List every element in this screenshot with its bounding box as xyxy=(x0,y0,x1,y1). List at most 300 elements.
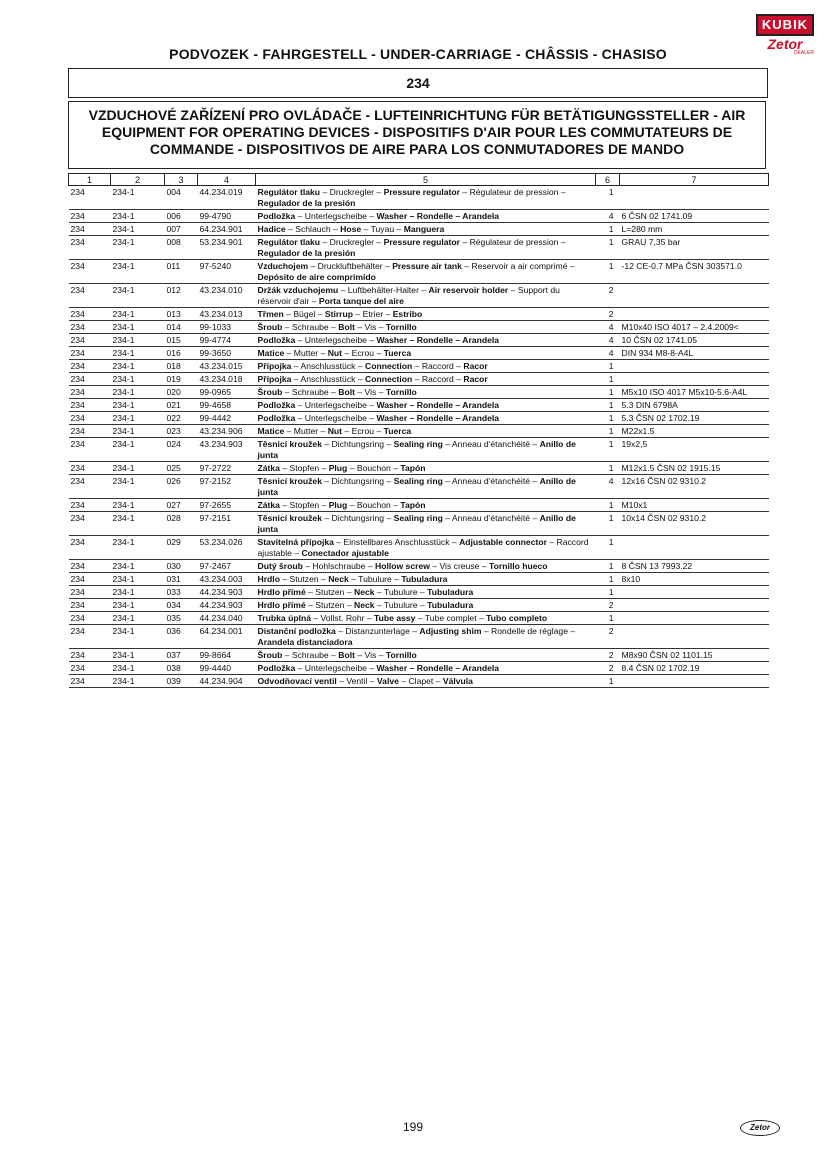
table-row xyxy=(69,425,769,438)
cell-part-number: 43.234.003 xyxy=(198,573,256,586)
desc-en: Pressure regulator xyxy=(383,237,461,247)
cell-description xyxy=(256,186,596,210)
table-row xyxy=(69,386,769,399)
page-number: 199 xyxy=(402,1120,424,1134)
group-number-box xyxy=(68,68,768,98)
cell-note xyxy=(620,186,769,210)
cell-part-number: 99-1033 xyxy=(198,321,256,334)
cell-figure: 234-1 xyxy=(111,334,165,347)
desc-en: Washer – Rondelle – Arandela xyxy=(376,413,500,423)
cell-description xyxy=(256,373,596,386)
desc-fr: – Régulateur de pression – xyxy=(460,237,566,247)
cell-quantity: 1 xyxy=(596,536,620,560)
cell-group: 234 xyxy=(69,308,111,321)
desc-en: Pressure air tank xyxy=(392,261,462,271)
cell-quantity: 2 xyxy=(596,649,620,662)
cell-note: DIN 934 M8-8-A4L xyxy=(620,347,769,360)
cell-quantity: 2 xyxy=(596,599,620,612)
cell-quantity: 1 xyxy=(596,438,620,462)
desc-es: Tubo completo xyxy=(486,613,548,623)
desc-de: – Hohlschraube – xyxy=(302,561,375,571)
table-row xyxy=(69,499,769,512)
cell-quantity: 1 xyxy=(596,612,620,625)
cell-figure: 234-1 xyxy=(111,425,165,438)
cell-note xyxy=(620,586,769,599)
table-row xyxy=(69,308,769,321)
desc-fr: – Tubulure – xyxy=(374,600,428,610)
desc-en: Washer – Rondelle – Arandela xyxy=(376,211,500,221)
cell-group: 234 xyxy=(69,284,111,308)
cell-note: M12x1.5 ČSN 02 1915.15 xyxy=(620,462,769,475)
cell-description xyxy=(256,347,596,360)
cell-position: 011 xyxy=(165,260,198,284)
desc-en: Valve xyxy=(376,676,399,686)
desc-en: Tube assy xyxy=(374,613,416,623)
cell-note xyxy=(620,373,769,386)
desc-es: Racor xyxy=(463,361,488,371)
desc-es: Tapón xyxy=(400,500,426,510)
cell-description xyxy=(256,573,596,586)
desc-cz: Dutý šroub xyxy=(257,561,303,571)
cell-position: 019 xyxy=(165,373,198,386)
cell-group: 234 xyxy=(69,675,111,688)
desc-en: Neck xyxy=(354,587,375,597)
desc-fr: – Régulateur de pression – xyxy=(460,187,566,197)
cell-position: 013 xyxy=(165,308,198,321)
cell-note xyxy=(620,612,769,625)
desc-de: – Schraube – xyxy=(282,387,339,397)
desc-en: Nut xyxy=(327,348,343,358)
desc-es: Tapón xyxy=(400,463,426,473)
cell-position: 033 xyxy=(165,586,198,599)
cell-position: 039 xyxy=(165,675,198,688)
cell-note xyxy=(620,308,769,321)
cell-group: 234 xyxy=(69,499,111,512)
desc-en: Hollow screw xyxy=(375,561,430,571)
cell-group: 234 xyxy=(69,210,111,223)
desc-cz: Matice xyxy=(257,348,285,358)
section-title-line-2: EQUIPMENT FOR OPERATING DEVICES - DISPOSITIFS D'AIR POUR LES COMMUTATEURS DE xyxy=(101,124,733,140)
desc-cz: Šroub xyxy=(257,387,283,397)
cell-note xyxy=(620,599,769,612)
desc-en: Plug xyxy=(328,463,348,473)
cell-figure: 234-1 xyxy=(111,499,165,512)
desc-cz: Stavitelná přípojka xyxy=(257,537,334,547)
desc-fr: – Vis – xyxy=(354,322,386,332)
cell-position: 034 xyxy=(165,599,198,612)
cell-position: 022 xyxy=(165,412,198,425)
cell-quantity: 1 xyxy=(596,573,620,586)
desc-de: – Mutter – xyxy=(284,348,328,358)
cell-quantity: 1 xyxy=(596,360,620,373)
desc-cz: Hrdlo přímé xyxy=(257,600,306,610)
table-row xyxy=(69,675,769,688)
cell-part-number: 43.234.018 xyxy=(198,373,256,386)
cell-part-number: 43.234.013 xyxy=(198,308,256,321)
cell-group: 234 xyxy=(69,462,111,475)
cell-group: 234 xyxy=(69,586,111,599)
desc-fr: – Raccord – xyxy=(412,374,464,384)
desc-es: Tuerca xyxy=(383,348,412,358)
cell-position: 014 xyxy=(165,321,198,334)
cell-position: 012 xyxy=(165,284,198,308)
cell-group: 234 xyxy=(69,649,111,662)
cell-description xyxy=(256,649,596,662)
cell-description xyxy=(256,499,596,512)
cell-part-number: 43.234.903 xyxy=(198,438,256,462)
desc-en: Air reservoir holder xyxy=(428,285,509,295)
cell-position: 035 xyxy=(165,612,198,625)
cell-group: 234 xyxy=(69,599,111,612)
cell-note: M8x90 ČSN 02 1101.15 xyxy=(620,649,769,662)
cell-description xyxy=(256,260,596,284)
desc-cz: Matice xyxy=(257,426,285,436)
desc-de: – Dichtungsring – xyxy=(321,439,394,449)
cell-position: 026 xyxy=(165,475,198,499)
desc-es: Válvula xyxy=(442,676,473,686)
cell-part-number: 64.234.901 xyxy=(198,223,256,236)
cell-description xyxy=(256,612,596,625)
desc-en: Nut xyxy=(327,426,343,436)
cell-position: 025 xyxy=(165,462,198,475)
desc-cz: Odvodňovací ventil xyxy=(257,676,337,686)
cell-part-number: 99-4790 xyxy=(198,210,256,223)
cell-note: L=280 mm xyxy=(620,223,769,236)
desc-de: – Druckregler – xyxy=(320,237,384,247)
cell-description xyxy=(256,462,596,475)
desc-cz: Podložka xyxy=(257,400,296,410)
cell-figure: 234-1 xyxy=(111,373,165,386)
desc-en: Bolt xyxy=(338,650,355,660)
desc-es: Arandela distanciadora xyxy=(257,637,353,647)
cell-note: 8 ČSN 13 7993.22 xyxy=(620,560,769,573)
cell-figure: 234-1 xyxy=(111,284,165,308)
section-title-box xyxy=(68,101,766,169)
desc-de: – Vollst. Rohr – xyxy=(310,613,375,623)
desc-fr: – Rondelle de réglage – xyxy=(481,626,576,636)
desc-cz: Regulátor tlaku xyxy=(257,187,321,197)
cell-group: 234 xyxy=(69,321,111,334)
cell-description xyxy=(256,599,596,612)
desc-de: – Unterlegscheibe – xyxy=(295,335,377,345)
desc-en: Hose xyxy=(340,224,362,234)
desc-de: – Druckregler – xyxy=(320,187,384,197)
cell-quantity: 4 xyxy=(596,210,620,223)
desc-en: Sealing ring xyxy=(393,513,443,523)
cell-position: 007 xyxy=(165,223,198,236)
cell-quantity: 1 xyxy=(596,386,620,399)
cell-position: 037 xyxy=(165,649,198,662)
desc-de: – Unterlegscheibe – xyxy=(295,211,377,221)
desc-de: – Stutzen – xyxy=(305,600,354,610)
cell-figure: 234-1 xyxy=(111,399,165,412)
desc-cz: Zátka xyxy=(257,463,280,473)
cell-note xyxy=(620,625,769,649)
cell-figure: 234-1 xyxy=(111,675,165,688)
desc-en: Connection xyxy=(365,361,413,371)
desc-es: Regulador de la presión xyxy=(257,198,356,208)
cell-quantity: 1 xyxy=(596,462,620,475)
logo-dealer-text: DEALER xyxy=(793,50,814,56)
table-row xyxy=(69,412,769,425)
table-row xyxy=(69,662,769,675)
cell-part-number: 53.234.026 xyxy=(198,536,256,560)
cell-figure: 234-1 xyxy=(111,586,165,599)
cell-position: 008 xyxy=(165,236,198,260)
cell-part-number: 99-0965 xyxy=(198,386,256,399)
logo-kubik-text: KUBIK xyxy=(756,14,814,36)
desc-es: Anillo de junta xyxy=(257,476,576,497)
desc-cz: Těsnicí kroužek xyxy=(257,476,322,486)
desc-de: – Stopfen – xyxy=(279,500,329,510)
cell-quantity: 4 xyxy=(596,321,620,334)
table-row xyxy=(69,236,769,260)
cell-quantity: 1 xyxy=(596,399,620,412)
desc-fr: – Etrier – xyxy=(353,309,393,319)
cell-quantity: 1 xyxy=(596,186,620,210)
cell-part-number: 44.234.904 xyxy=(198,675,256,688)
cell-note: M5x10 ISO 4017 M5x10-5.6-A4L xyxy=(620,386,769,399)
desc-de: – Schraube – xyxy=(282,650,339,660)
cell-note: 5.3 DIN 6798A xyxy=(620,399,769,412)
cell-position: 028 xyxy=(165,512,198,536)
cell-figure: 234-1 xyxy=(111,462,165,475)
desc-cz: Trubka úplná xyxy=(257,613,311,623)
desc-es: Tornillo hueco xyxy=(489,561,548,571)
desc-de: – Mutter – xyxy=(284,426,328,436)
cell-group: 234 xyxy=(69,662,111,675)
cell-group: 234 xyxy=(69,236,111,260)
desc-en: Connection xyxy=(365,374,413,384)
desc-de: – Luftbehälter-Halter – xyxy=(338,285,429,295)
cell-figure: 234-1 xyxy=(111,599,165,612)
cell-note: 6 ČSN 02 1741.09 xyxy=(620,210,769,223)
table-row xyxy=(69,438,769,462)
desc-en: Bolt xyxy=(338,322,355,332)
cell-part-number: 97-5240 xyxy=(198,260,256,284)
desc-fr: – Anneau d'étanchéité – xyxy=(442,476,540,486)
cell-part-number: 53.234.901 xyxy=(198,236,256,260)
desc-cz: Hrdlo přímé xyxy=(257,587,306,597)
desc-cz: Těsnicí kroužek xyxy=(257,439,322,449)
cell-group: 234 xyxy=(69,560,111,573)
cell-note: 10 ČSN 02 1741.05 xyxy=(620,334,769,347)
cell-description xyxy=(256,560,596,573)
cell-group: 234 xyxy=(69,412,111,425)
desc-fr: – Bouchon – xyxy=(347,500,401,510)
cell-figure: 234-1 xyxy=(111,260,165,284)
cell-quantity: 1 xyxy=(596,586,620,599)
cell-position: 038 xyxy=(165,662,198,675)
desc-cz: Přípojka xyxy=(257,361,292,371)
table-row xyxy=(69,649,769,662)
desc-de: – Bügel – xyxy=(283,309,325,319)
desc-fr: – Clapet – xyxy=(398,676,443,686)
cell-position: 020 xyxy=(165,386,198,399)
desc-es: Tubuladura xyxy=(427,600,474,610)
cell-figure: 234-1 xyxy=(111,475,165,499)
desc-de: – Unterlegscheibe – xyxy=(295,413,377,423)
cell-group: 234 xyxy=(69,334,111,347)
cell-group: 234 xyxy=(69,536,111,560)
cell-part-number: 44.234.040 xyxy=(198,612,256,625)
desc-fr: – Tubulure – xyxy=(374,587,428,597)
desc-es: Racor xyxy=(463,374,488,384)
table-row xyxy=(69,347,769,360)
desc-fr: – Reservoir a air comprimé – xyxy=(461,261,575,271)
desc-es: Tubuladura xyxy=(401,574,448,584)
table-row xyxy=(69,586,769,599)
cell-part-number: 44.234.019 xyxy=(198,186,256,210)
table-row xyxy=(69,475,769,499)
logo-zetor-text: Zetor xyxy=(767,36,803,52)
table-row xyxy=(69,536,769,560)
cell-group: 234 xyxy=(69,573,111,586)
cell-part-number: 44.234.903 xyxy=(198,586,256,599)
desc-en: Washer – Rondelle – Arandela xyxy=(376,335,500,345)
table-row xyxy=(69,599,769,612)
desc-es: Estribo xyxy=(392,309,423,319)
table-row xyxy=(69,223,769,236)
cell-part-number: 44.234.903 xyxy=(198,599,256,612)
desc-en: Neck xyxy=(328,574,349,584)
section-title-line-3: COMMANDE - DISPOSITIVOS DE AIRE PARA LOS CONMUTADORES DE MANDO xyxy=(149,141,685,157)
desc-de: – Anschlusstück – xyxy=(291,361,365,371)
cell-description xyxy=(256,412,596,425)
cell-group: 234 xyxy=(69,438,111,462)
cell-note: 10x14 ČSN 02 9310.2 xyxy=(620,512,769,536)
cell-part-number: 97-2655 xyxy=(198,499,256,512)
column-header: 2 xyxy=(111,174,165,186)
desc-de: – Ventil – xyxy=(336,676,377,686)
cell-note: 5.3 ČSN 02 1702.19 xyxy=(620,412,769,425)
cell-part-number: 43.234.906 xyxy=(198,425,256,438)
cell-note: M22x1.5 xyxy=(620,425,769,438)
cell-part-number: 99-8664 xyxy=(198,649,256,662)
desc-cz: Distanční podložka xyxy=(257,626,336,636)
cell-description xyxy=(256,386,596,399)
desc-es: Manguera xyxy=(403,224,445,234)
parts-table xyxy=(68,173,769,688)
table-row xyxy=(69,373,769,386)
cell-position: 024 xyxy=(165,438,198,462)
desc-en: Washer – Rondelle – Arandela xyxy=(376,663,500,673)
cell-description xyxy=(256,625,596,649)
desc-de: – Unterlegscheibe – xyxy=(295,400,377,410)
cell-quantity: 4 xyxy=(596,475,620,499)
desc-en: Adjustable connector xyxy=(459,537,547,547)
desc-fr: – Raccord ajustable – xyxy=(257,537,589,558)
desc-es: Depósito de aire comprimido xyxy=(257,272,376,282)
cell-part-number: 99-3650 xyxy=(198,347,256,360)
desc-es: Conectador ajustable xyxy=(301,548,389,558)
cell-figure: 234-1 xyxy=(111,662,165,675)
cell-quantity: 2 xyxy=(596,662,620,675)
table-row xyxy=(69,560,769,573)
cell-figure: 234-1 xyxy=(111,347,165,360)
desc-de: – Stutzen – xyxy=(279,574,329,584)
cell-note: -12 CE-0.7 MPa ČSN 303571.0 xyxy=(620,260,769,284)
desc-en: Stirrup xyxy=(324,309,354,319)
cell-position: 021 xyxy=(165,399,198,412)
cell-position: 023 xyxy=(165,425,198,438)
cell-figure: 234-1 xyxy=(111,536,165,560)
cell-group: 234 xyxy=(69,625,111,649)
page-header-title: PODVOZEK - FAHRGESTELL - UNDER-CARRIAGE - CHÂSSIS - CHASISO xyxy=(169,46,667,62)
table-row xyxy=(69,284,769,308)
cell-figure: 234-1 xyxy=(111,210,165,223)
desc-cz: Podložka xyxy=(257,663,296,673)
desc-cz: Podložka xyxy=(257,211,296,221)
cell-figure: 234-1 xyxy=(111,438,165,462)
desc-fr: – Vis – xyxy=(354,650,386,660)
cell-figure: 234-1 xyxy=(111,386,165,399)
cell-figure: 234-1 xyxy=(111,236,165,260)
cell-note: GRAU 7,35 bar xyxy=(620,236,769,260)
desc-es: Tornillo xyxy=(385,650,417,660)
cell-quantity: 1 xyxy=(596,560,620,573)
column-header: 1 xyxy=(69,174,111,186)
desc-fr: – Vis – xyxy=(354,387,386,397)
cell-quantity: 1 xyxy=(596,236,620,260)
cell-quantity: 1 xyxy=(596,373,620,386)
cell-figure: 234-1 xyxy=(111,625,165,649)
cell-description xyxy=(256,223,596,236)
desc-de: – Schlauch – xyxy=(285,224,341,234)
desc-cz: Šroub xyxy=(257,322,283,332)
desc-en: Washer – Rondelle – Arandela xyxy=(376,400,500,410)
table-row xyxy=(69,321,769,334)
desc-fr: – Bouchon – xyxy=(347,463,401,473)
cell-quantity: 1 xyxy=(596,675,620,688)
desc-en: Bolt xyxy=(338,387,355,397)
cell-description xyxy=(256,399,596,412)
cell-position: 036 xyxy=(165,625,198,649)
desc-en: Plug xyxy=(328,500,348,510)
cell-note: 12x16 ČSN 02 9310.2 xyxy=(620,475,769,499)
table-row xyxy=(69,210,769,223)
desc-de: – Schraube – xyxy=(282,322,339,332)
desc-cz: Šroub xyxy=(257,650,283,660)
cell-quantity: 1 xyxy=(596,512,620,536)
cell-figure: 234-1 xyxy=(111,186,165,210)
cell-part-number: 99-4442 xyxy=(198,412,256,425)
desc-en: Neck xyxy=(354,600,375,610)
cell-description xyxy=(256,675,596,688)
cell-description xyxy=(256,321,596,334)
cell-description xyxy=(256,308,596,321)
cell-note: 19x2,5 xyxy=(620,438,769,462)
column-header: 7 xyxy=(620,174,769,186)
cell-figure: 234-1 xyxy=(111,560,165,573)
cell-description xyxy=(256,512,596,536)
cell-description xyxy=(256,334,596,347)
desc-de: – Dichtungsring – xyxy=(321,476,394,486)
cell-quantity: 1 xyxy=(596,260,620,284)
cell-group: 234 xyxy=(69,186,111,210)
cell-note xyxy=(620,675,769,688)
desc-es: Anillo de junta xyxy=(257,439,576,460)
cell-figure: 234-1 xyxy=(111,512,165,536)
cell-part-number: 99-4774 xyxy=(198,334,256,347)
cell-note: M10x40 ISO 4017 – 2.4.2009< xyxy=(620,321,769,334)
cell-quantity: 2 xyxy=(596,308,620,321)
desc-cz: Hrdlo xyxy=(257,574,280,584)
cell-part-number: 97-2467 xyxy=(198,560,256,573)
cell-position: 018 xyxy=(165,360,198,373)
desc-de: – Stutzen – xyxy=(305,587,354,597)
cell-group: 234 xyxy=(69,475,111,499)
